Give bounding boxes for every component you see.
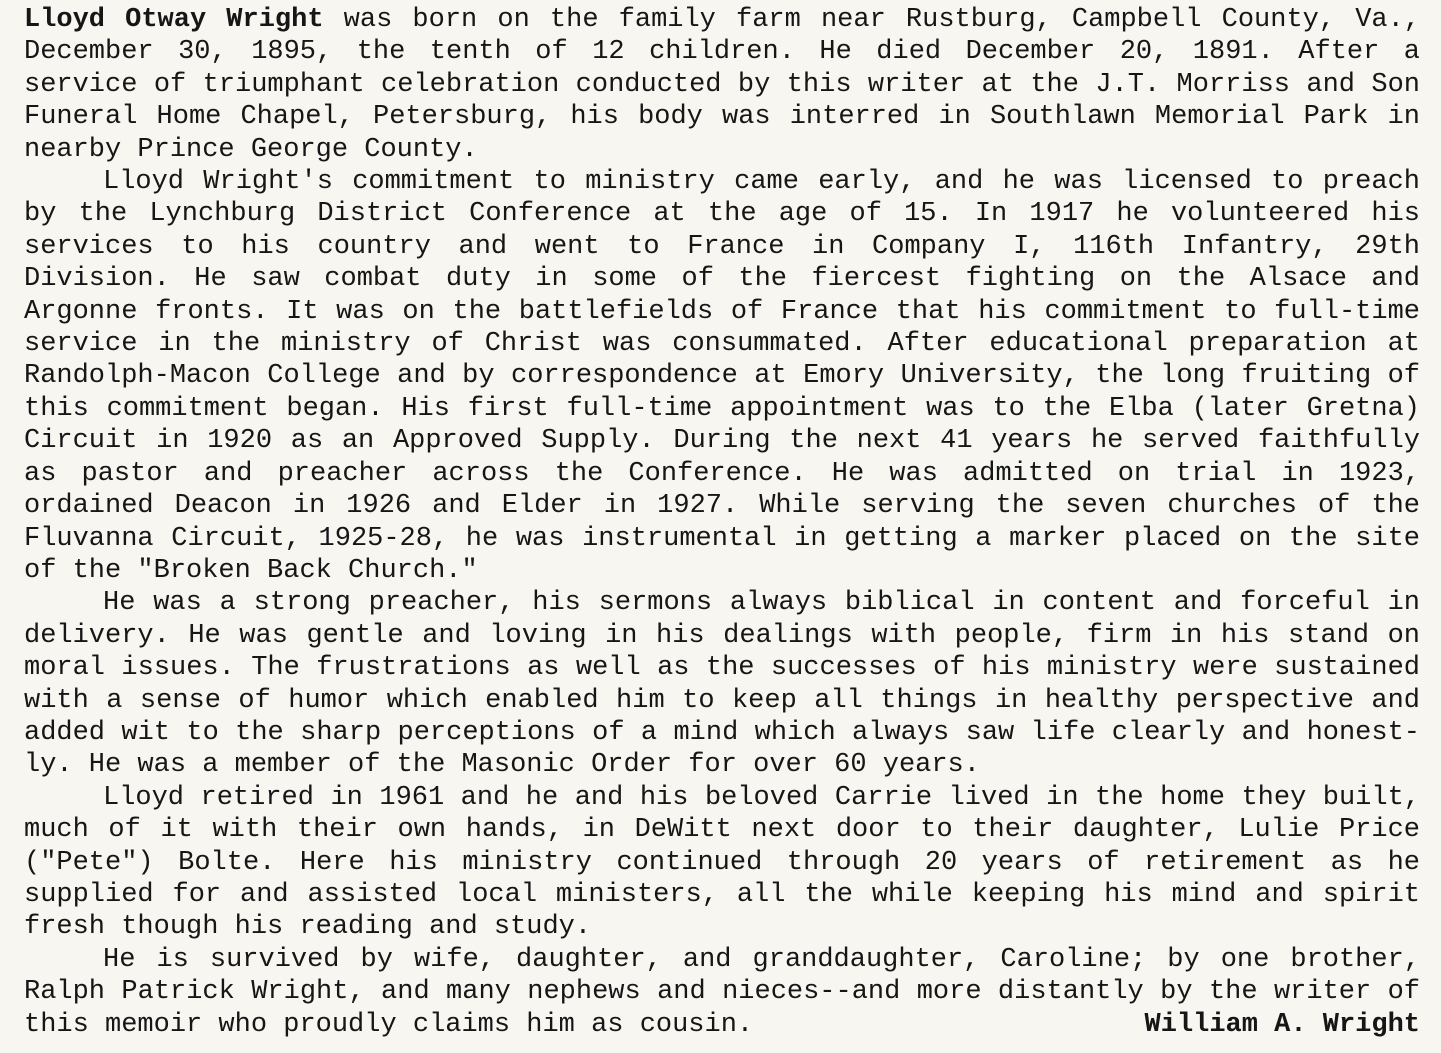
- author-signature: William A. Wright: [1144, 1009, 1420, 1040]
- paragraph-5-text: He is survived by wife, daughter, and granddaughter, Caroline; by one brother, Ralph Patrick Wright, and many nephews and nieces--and more distantly by the writer of this memoir who proudly claims him as cousin.: [24, 944, 1420, 1040]
- memoir-paragraph-1: [24, 4, 1420, 166]
- paragraph-1-text: was born on the family farm near Rustburg, Campbell County, Va., December 30, 1895, the tenth of 12 children. He died December 20, 1891. After a service of triumphant celebration conducted by this writer at the J.T. Morriss and Son Funeral Home Chapel, Petersburg, his body was interred in Southlawn Memorial Park in nearby Prince George County.: [24, 5, 1421, 165]
- subject-name: Lloyd Otway Wright: [24, 5, 324, 35]
- memoir-paragraph-4: Lloyd retired in 1961 and he and his beloved Carrie lived in the home they built, much of it with their own hands, in DeWitt next door to their daughter, Lulie Price ("Pete") Bolte. Here his ministry continued through 20 years of retirement as he supplied for and assisted local ministers, all the while keeping his mind and spirit fresh though his reading and study.: [24, 782, 1420, 943]
- memoir-paragraph-3: He was a strong preacher, his sermons always biblical in content and forceful in delivery. He was gentle and loving in his dealings with people, firm in his stand on moral issues. The frustrations as well as the successes of his ministry were sustained with a sense of humor which enabled him to keep all things in healthy perspective and added wit to the sharp perceptions of a mind which always saw life clearly and honest-ly. He was a member of the Masonic Order for over 60 years.: [24, 588, 1420, 781]
- memoir-paragraph-2: Lloyd Wright's commitment to ministry came early, and he was licensed to preach by the Lynchburg District Conference at the age of 15. In 1917 he volunteered his services to his country and went to France in Company I, 116th Infantry, 29th Division. He saw combat duty in some of the fiercest fighting on the Alsace and Argonne fronts. It was on the battlefields of France that his commitment to full-time service in the ministry of Christ was consummated. After educational preparation at Randolph-Macon College and by correspondence at Emory University, the long fruiting of this commitment began. His first full-time appointment was to the Elba (later Gretna) Circuit in 1920 as an Approved Supply. During the next 41 years he served faithfully as pastor and preacher across the Conference. He was admitted on trial in 1923, ordained Deacon in 1926 and Elder in 1927. While serving the seven churches of the Fluvanna Circuit, 1925-28, he was instrumental in getting a marker placed on the site of the "Broken Back Church.": [24, 167, 1420, 586]
- memoir-paragraph-5: [24, 944, 1420, 1041]
- memoir-body: [24, 4, 1420, 1041]
